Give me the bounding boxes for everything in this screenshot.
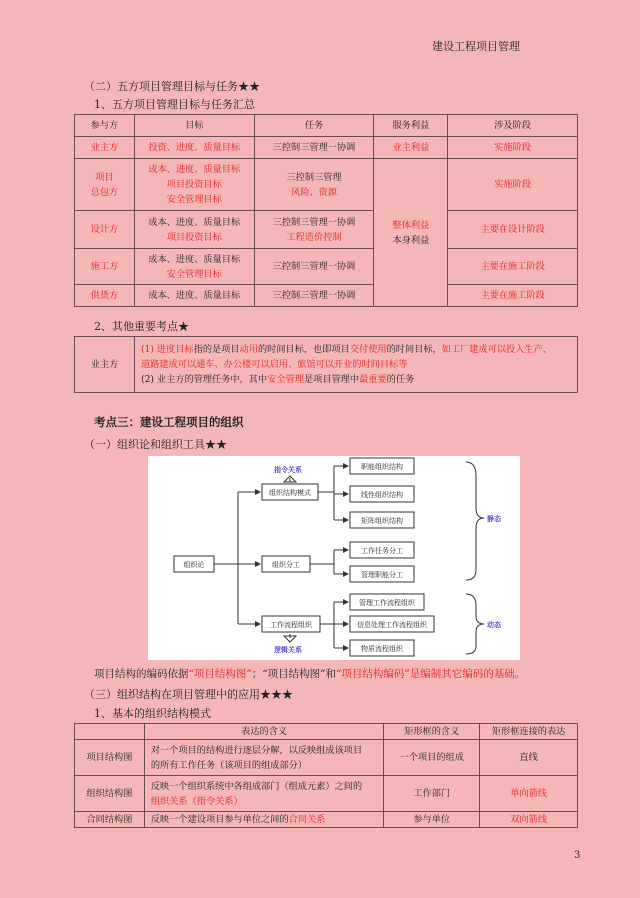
dynamic-label: 动态 [487,621,501,629]
header-party: 参与方 [75,115,135,137]
org-structure-table [74,723,578,828]
stage-cell: 主要在施工阶段 [448,249,578,285]
header-goal: 目标 [134,115,254,137]
task-cell: 三控制三管理一协调 工程造价控制 [254,211,374,249]
header-benefit: 服务利益 [374,115,448,137]
five-party-table [74,114,578,307]
table-row [75,137,578,159]
benefit-merged-cell: 整体利益 本身利益 [374,159,448,307]
svg-text:工作任务分工: 工作任务分工 [361,547,403,555]
goal-cell: 成本、进度、质量目标 项目投资目标 安全管理目标 [134,159,254,211]
page-number: 3 [574,850,581,861]
subheading-basic-modes: 1、基本的组织结构模式 [94,707,211,720]
party-cell: 业主方 [75,337,135,393]
goal-cell: 成本、进度、质量目标 项目投资目标 [134,211,254,249]
table-row [75,285,578,307]
party-cell: 业主方 [75,137,135,159]
running-header: 建设工程项目管理 [432,40,520,53]
stage-cell: 主要在施工阶段 [448,285,578,307]
table-row [75,159,578,211]
subheading-application: （三）组织结构在项目管理中的应用★★★ [84,688,293,701]
stage-cell: 实施阶段 [448,137,578,159]
organization-diagram [148,456,520,660]
stage-cell: 主要在设计阶段 [448,211,578,249]
goal-cell: 成本、进度、质量目标 [134,285,254,307]
table-row [75,211,578,249]
table-row: 组织结构图 反映一个组织系统中各组成部门（组成元素）之间的 组织关系（指令关系） 工作部门 单向箭线 [75,776,578,812]
svg-text:组织分工: 组织分工 [272,561,300,569]
goal-cell: 成本、进度、质量目标 安全管理目标 [134,249,254,285]
table-row: 合同结构图 反映一个建设项目参与单位之间的合同关系 参与单位 双向箭线 [75,812,578,828]
table-row: 项目结构图 对一个项目的结构进行逐层分解，以反映组成该项目 的所有工作任务（该项目的组成部分） 一个项目的组成 直线 [75,740,578,776]
svg-text:工作流程组织: 工作流程组织 [270,621,312,629]
svg-text:信息处理工作流程组织: 信息处理工作流程组织 [357,621,427,629]
svg-text:线性组织结构: 线性组织结构 [361,491,403,499]
subheading-other: 2、其他重要考点★ [94,320,189,333]
svg-text:职能组织结构: 职能组织结构 [361,463,403,471]
header-link: 矩形框连接的表达 [480,724,578,740]
root-label: 组织论 [183,561,205,569]
svg-text:管理职能分工: 管理职能分工 [361,571,403,579]
task-cell: 三控制三管理 风险、资源 [254,159,374,211]
header-box: 矩形框的含义 [384,724,480,740]
task-cell: 三控制三管理一协调 [254,285,374,307]
svg-text:矩阵组织结构: 矩阵组织结构 [361,517,403,525]
goal-cell: 投资、进度、质量目标 [134,137,254,159]
command-relation-label: 指令关系 [274,466,302,474]
party-cell: 供货方 [75,285,135,307]
header-meaning: 表达的含义 [144,724,384,740]
subheading-summary: 1、五方项目管理目标与任务汇总 [94,98,255,111]
party-cell: 设计方 [75,211,135,249]
other-points-table [74,336,578,393]
party-cell: 施工方 [75,249,135,285]
party-cell: 项目 总包方 [75,159,135,211]
task-cell: 三控制三管理一协调 [254,249,374,285]
coding-note: 项目结构的编码依据“项目结构图”；“项目结构图”和“项目结构编码”是编制其它编码的基础。 [94,668,526,680]
header-task: 任务 [254,115,374,137]
svg-text:物质流程组织: 物质流程组织 [361,645,403,653]
logic-relation-label: 逻辑关系 [274,646,302,654]
static-label: 静态 [487,515,501,523]
points-cell: (1) 进度目标指的是项目动用的时间目标，也即项目交付使用的时间目标，如工厂建成可以投入生产、 道路建成可以通车、办公楼可以启用、旅馆可以开业的时间目标等 (2) 业主方的管理任务中，其中安全管理是项目管理中最重要的任务 [135,337,578,393]
header-stage: 涉及阶段 [448,115,578,137]
table-row [75,249,578,285]
benefit-cell: 业主利益 [374,137,448,159]
subheading-org-tools: （一）组织论和组织工具★★ [84,438,227,451]
stage-cell: 实施阶段 [448,159,578,211]
svg-text:管理工作流程组织: 管理工作流程组织 [359,599,415,607]
section-title-organization: 考点三：建设工程项目的组织 [94,415,244,429]
task-cell: 三控制三管理一协调 [254,137,374,159]
svg-text:组织结构模式: 组织结构模式 [269,489,311,497]
section-heading-targets: （二）五方项目管理目标与任务★★ [84,80,260,93]
